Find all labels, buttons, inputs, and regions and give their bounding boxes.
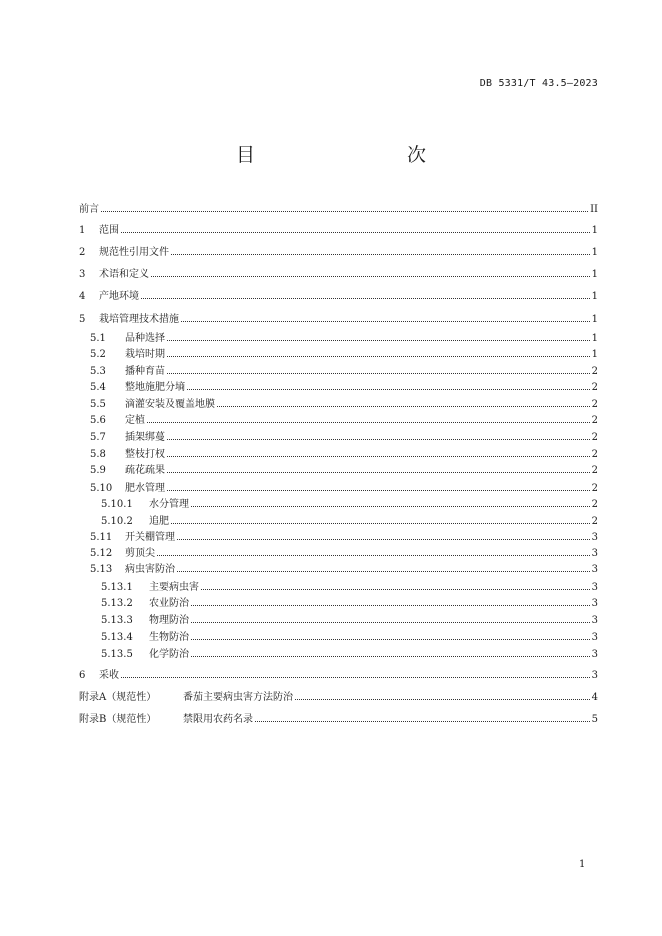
toc-entry[interactable] — [79, 312, 598, 326]
toc-entry-page: 2 — [591, 382, 598, 393]
page-number: 1 — [579, 859, 586, 870]
toc-entry-number: 5.10.2 — [101, 516, 133, 527]
toc-entry-number: 5.13.1 — [101, 582, 133, 593]
toc-leader-dots — [167, 364, 590, 374]
toc-leader-dots — [167, 447, 590, 457]
toc-leader-dots — [171, 514, 590, 524]
toc-entry-number: 附录A（规范性） — [79, 692, 157, 703]
toc-leader-dots — [167, 463, 590, 473]
toc-entry[interactable] — [79, 245, 598, 259]
toc-entry-number: 5.3 — [90, 366, 106, 377]
toc-entry[interactable] — [79, 202, 598, 216]
toc-entry-number: 5.5 — [90, 399, 106, 410]
toc-entry-number: 2 — [79, 247, 86, 258]
toc-entry-page: 3 — [591, 532, 598, 543]
toc-entry[interactable] — [79, 364, 598, 378]
toc-entry-page: 2 — [591, 483, 598, 494]
toc-entry[interactable] — [79, 647, 598, 661]
toc-entry-label: 栽培时期 — [125, 349, 165, 360]
toc-entry-number: 5.13.2 — [101, 598, 133, 609]
toc-entry-page: 2 — [591, 415, 598, 426]
toc-entry-label: 滴灌安装及覆盖地膜 — [125, 399, 215, 410]
toc-leader-dots — [101, 202, 588, 212]
toc-entry-page: II — [590, 204, 598, 215]
toc-leader-dots — [157, 546, 590, 556]
toc-entry[interactable] — [79, 668, 598, 682]
toc-leader-dots — [171, 245, 590, 255]
toc-entry-label: 产地环境 — [99, 291, 139, 302]
toc-entry[interactable] — [79, 712, 598, 726]
toc-entry-label: 采收 — [99, 670, 119, 681]
toc-leader-dots — [191, 647, 590, 657]
toc-entry[interactable] — [79, 223, 598, 237]
toc-entry-label: 栽培管理技术措施 — [99, 314, 179, 325]
toc-entry-label: 水分管理 — [149, 499, 189, 510]
toc-entry-page: 3 — [591, 582, 598, 593]
toc-entry-number: 1 — [79, 225, 86, 236]
toc-entry-page: 2 — [591, 432, 598, 443]
toc-leader-dots — [141, 289, 590, 299]
toc-entry-page: 1 — [591, 291, 598, 302]
toc-entry-number: 5.12 — [90, 548, 113, 559]
toc-entry-page: 2 — [591, 366, 598, 377]
toc-entry-number: 6 — [79, 670, 86, 681]
toc-entry-page: 3 — [591, 548, 598, 559]
toc-leader-dots — [167, 430, 590, 440]
toc-leader-dots — [151, 267, 590, 277]
toc-entry[interactable] — [79, 690, 598, 704]
toc-entry[interactable] — [79, 397, 598, 411]
toc-entry-page: 2 — [591, 516, 598, 527]
toc-entry-page: 3 — [591, 564, 598, 575]
toc-leader-dots — [167, 347, 590, 357]
toc-entry-page: 5 — [591, 714, 598, 725]
toc-entry-label: 剪顶尖 — [125, 548, 155, 559]
toc-entry-page: 3 — [591, 632, 598, 643]
toc-entry-label: 播种育苗 — [125, 366, 165, 377]
toc-entry-page: 3 — [591, 649, 598, 660]
toc-entry[interactable] — [79, 613, 598, 627]
toc-leader-dots — [201, 580, 590, 590]
toc-entry[interactable] — [79, 289, 598, 303]
toc-leader-dots — [167, 481, 590, 491]
toc-entry-page: 3 — [591, 615, 598, 626]
toc-entry[interactable] — [79, 430, 598, 444]
toc-leader-dots — [147, 413, 590, 423]
toc-entry[interactable] — [79, 463, 598, 477]
toc-entry-number: 5.1 — [90, 333, 106, 344]
toc-entry-label: 疏花疏果 — [125, 465, 165, 476]
toc-leader-dots — [187, 380, 590, 390]
toc-entry-label: 开关棚管理 — [125, 532, 175, 543]
toc-leader-dots — [191, 613, 590, 623]
toc-entry[interactable] — [79, 481, 598, 495]
toc-entry-label: 追肥 — [149, 516, 169, 527]
toc-entry-label: 范围 — [99, 225, 119, 236]
toc-entry-page: 2 — [591, 499, 598, 510]
toc-entry-page: 1 — [591, 349, 598, 360]
toc-entry-label: 前言 — [79, 204, 99, 215]
toc-entry[interactable] — [79, 413, 598, 427]
toc-leader-dots — [217, 397, 590, 407]
toc-entry-number: 5.8 — [90, 449, 106, 460]
toc-entry-label: 插架绑蔓 — [125, 432, 165, 443]
toc-entry[interactable] — [79, 530, 598, 544]
toc-entry-label: 生物防治 — [149, 632, 189, 643]
document-code: DB 5331/T 43.5—2023 — [479, 78, 598, 89]
toc-entry[interactable] — [79, 267, 598, 281]
toc-leader-dots — [191, 630, 590, 640]
toc-entry-label: 肥水管理 — [125, 483, 165, 494]
toc-leader-dots — [191, 497, 590, 507]
toc-entry-label: 术语和定义 — [99, 269, 149, 280]
toc-leader-dots — [295, 690, 590, 700]
toc-entry-number: 5.13 — [90, 564, 113, 575]
toc-entry[interactable] — [79, 562, 598, 576]
toc-entry-number: 5.10 — [90, 483, 113, 494]
toc-entry-number: 3 — [79, 269, 86, 280]
toc-entry[interactable] — [79, 347, 598, 361]
page-title: 目 次 — [235, 144, 464, 166]
toc-entry-number: 5.13.4 — [101, 632, 133, 643]
toc-entry-number: 5.13.5 — [101, 649, 133, 660]
toc-entry-label: 农业防治 — [149, 598, 189, 609]
toc-entry-label: 病虫害防治 — [125, 564, 175, 575]
toc-entry-page: 3 — [591, 670, 598, 681]
toc-entry-number: 附录B（规范性） — [79, 714, 157, 725]
toc-leader-dots — [121, 223, 590, 233]
toc-entry-label: 整枝打杈 — [125, 449, 165, 460]
toc-entry[interactable] — [79, 546, 598, 560]
toc-entry-number: 5.11 — [90, 532, 113, 543]
toc-entry-number: 5 — [79, 314, 86, 325]
toc-leader-dots — [177, 562, 590, 572]
toc-entry-number: 5.10.1 — [101, 499, 133, 510]
toc-entry-number: 5.4 — [90, 382, 106, 393]
toc-entry-label: 整地施肥分墒 — [125, 382, 185, 393]
toc-leader-dots — [167, 331, 590, 341]
toc-entry-number: 5.6 — [90, 415, 106, 426]
toc-entry-number: 5.13.3 — [101, 615, 133, 626]
toc-entry[interactable] — [79, 497, 598, 511]
toc-leader-dots — [177, 530, 590, 540]
toc-entry[interactable] — [79, 580, 598, 594]
toc-entry[interactable] — [79, 331, 598, 345]
toc-entry-number: 5.2 — [90, 349, 106, 360]
toc-entry-page: 1 — [591, 225, 598, 236]
toc-entry-number: 4 — [79, 291, 86, 302]
toc-entry-page: 1 — [591, 333, 598, 344]
toc-entry[interactable] — [79, 447, 598, 461]
toc-entry-page: 2 — [591, 399, 598, 410]
toc-entry-number: 5.7 — [90, 432, 106, 443]
toc-entry-label: 规范性引用文件 — [99, 247, 169, 258]
toc-entry-number: 5.9 — [90, 465, 106, 476]
toc-entry-page: 4 — [591, 692, 598, 703]
toc-entry-label: 主要病虫害 — [149, 582, 199, 593]
toc-entry-page: 3 — [591, 598, 598, 609]
toc-entry-label: 定植 — [125, 415, 145, 426]
toc-leader-dots — [255, 712, 590, 722]
toc-entry-label: 物理防治 — [149, 615, 189, 626]
toc-entry-label: 番茄主要病虫害方法防治 — [183, 692, 293, 703]
toc-leader-dots — [121, 668, 590, 678]
toc-entry[interactable] — [79, 514, 598, 528]
toc-entry[interactable] — [79, 596, 598, 610]
toc-leader-dots — [191, 596, 590, 606]
toc-entry[interactable] — [79, 380, 598, 394]
toc-entry-page: 1 — [591, 314, 598, 325]
toc-entry-page: 1 — [591, 269, 598, 280]
toc-entry-label: 品种选择 — [125, 333, 165, 344]
toc-leader-dots — [181, 312, 590, 322]
toc-entry-page: 1 — [591, 247, 598, 258]
toc-entry-page: 2 — [591, 449, 598, 460]
toc-entry-page: 2 — [591, 465, 598, 476]
toc-entry-label: 化学防治 — [149, 649, 189, 660]
toc-entry[interactable] — [79, 630, 598, 644]
toc-entry-label: 禁限用农药名录 — [183, 714, 253, 725]
